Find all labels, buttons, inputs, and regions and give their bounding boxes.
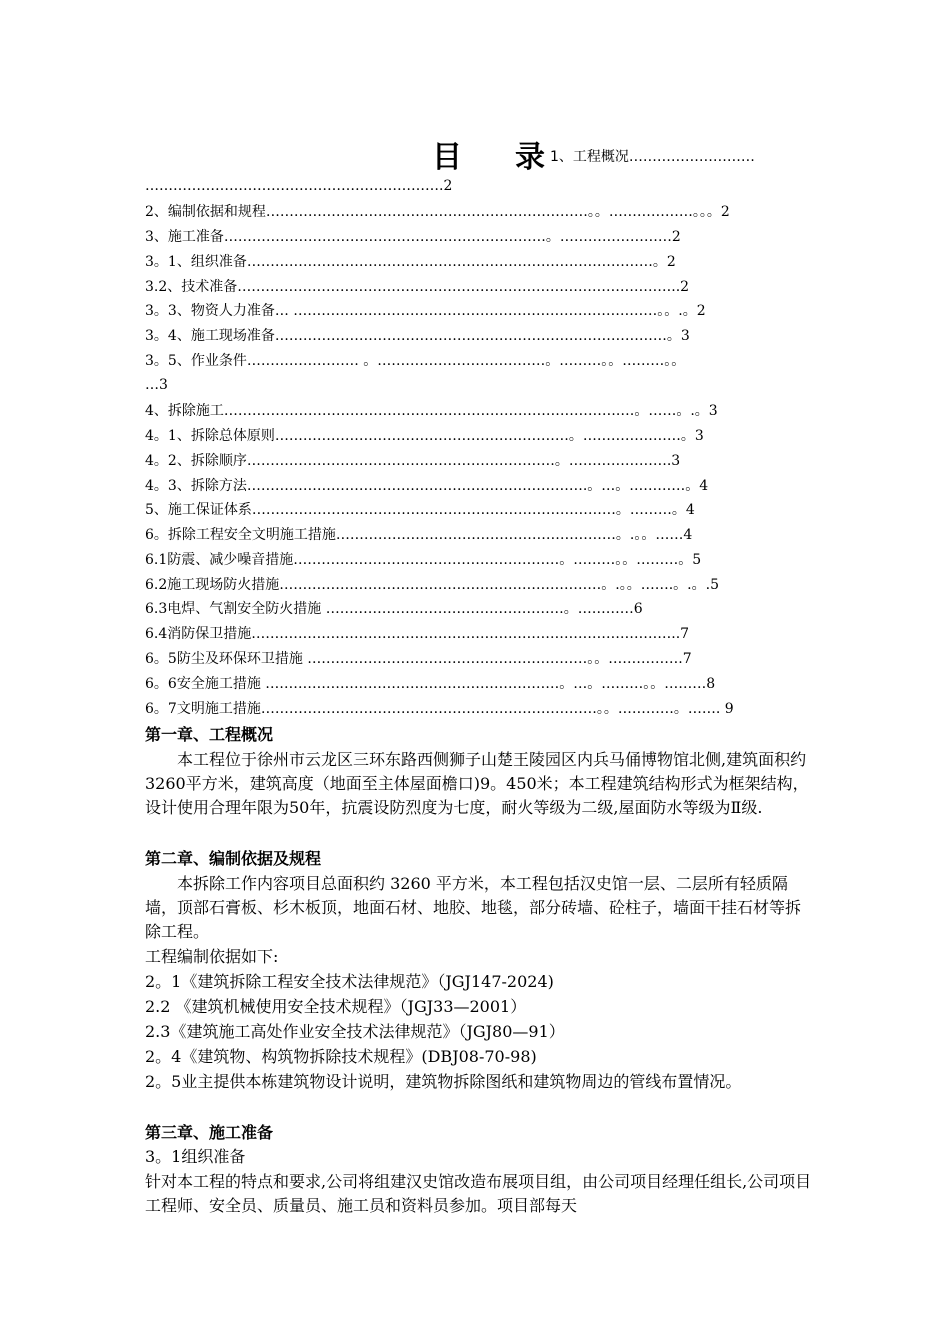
toc-line: 6。6安全施工措施 ………………………………………………………。…。………。。………8: [145, 676, 716, 692]
toc-line: 6。5防尘及环保环卫措施 ……………………………………………………。。…………….7: [145, 651, 692, 667]
toc-line: 4、拆除施工………………………………………………………………………….…。……。.。3: [145, 403, 718, 419]
toc-line: 3、施工准备……………………………………………………………。……………………2: [145, 229, 681, 245]
toc-line: 6.2施工现场防火措施……………………………………………………………。.。。…….。.。.5: [145, 577, 719, 593]
toc-line: 3。1、组织准备……………………………………………………………………………。2: [145, 254, 676, 270]
chapter1-paragraph: 本工程位于徐州市云龙区三环东路西侧狮子山楚王陵园区内兵马俑博物馆北侧,建筑面积约3260平方米，建筑高度（地面至主体屋面檐口)9。450米；本工程建筑结构形式为框架结构，设计使用合理年限为50年，抗震设防烈度为七度，耐火等级为二级,屋面防水等级为Ⅱ级.: [145, 750, 809, 817]
toc-line: 3。5、作业条件…………………… 。………………………………。………。。………。。: [145, 353, 686, 369]
toc-line: 5、施工保证体系……………………………………………………………………。………。4: [145, 502, 695, 518]
toc-title-char-2: 录: [515, 140, 545, 175]
toc-line: 4。1、拆除总体原则………………………………………………………。…………………。3: [145, 428, 704, 444]
basis-item: 2。1《建筑拆除工程安全技术法律规范》（JGJ147-2024): [145, 972, 554, 991]
toc-line: 6。拆除工程安全文明施工措施……………………………………………………。.。。……4: [145, 527, 693, 543]
toc-line: 3。4、施工现场准备…………………………………………………………………………。3: [145, 328, 690, 344]
chapter3-heading: 第三章、施工准备: [145, 1123, 274, 1142]
chapter2-paragraph: 本拆除工作内容项目总面积约 3260 平方米，本工程包括汉史馆一层、二层所有轻质隔墙，顶部石膏板、杉木板顶，地面石材、地胶、地毯，部分砖墙、砼柱子，墙面干挂石材等拆除工程。: [145, 874, 802, 941]
chapter3-paragraph: 针对本工程的特点和要求,公司将组建汉史馆改造布展项目组，由公司项目经理任组长,公司项目工程师、安全员、质量员、施工员和资料员参加。项目部每天: [145, 1172, 812, 1215]
chapter2-heading: 第二章、编制依据及规程: [145, 849, 322, 868]
basis-item: 2.2 《建筑机械使用安全技术规程》（JGJ33—2001）: [145, 997, 527, 1016]
toc-line: 6.4消防保卫措施………………………………………………………………………………..7: [145, 626, 690, 642]
basis-item: 2.3《建筑施工高处作业安全技术法律规范》（JGJ80—91）: [145, 1022, 565, 1041]
toc-entry-1: 1、工程概况………………………: [550, 149, 755, 165]
toc-line: ……………………………………………………….2: [145, 178, 453, 194]
toc-line: 6.3电焊、气割安全防火措施 ……………………………………………。…………6: [145, 601, 643, 617]
chapter3-subheading: 3。1组织准备: [145, 1147, 246, 1166]
toc-line: 3.2、技术准备…………………………………………………………………………………..2: [145, 279, 690, 295]
toc-line: 4。3、拆除方法……………………………………………………………….。…。…………。4: [145, 478, 709, 494]
toc-line: 2、编制依据和规程……………………………………………………………。。………………。。。2: [145, 204, 730, 220]
toc-line: …3: [145, 377, 168, 393]
toc-line: 6。7文明施工措施………………………………………………………………。。…………。……. 9: [145, 701, 734, 717]
toc-line: 6.1防震、减少噪音措施…………………………………………………。………。。………。5: [145, 552, 702, 568]
toc-title: [145, 132, 825, 175]
toc-line: 4。2、拆除顺序…………………………………………………………。………………….3: [145, 453, 681, 469]
basis-item-5: 2。5业主提供本栋建筑物设计说明，建筑物拆除图纸和建筑物周边的管线布置情况。: [145, 1072, 742, 1091]
basis-intro: 工程编制依据如下:: [145, 947, 279, 966]
toc-title-char-1: 目: [432, 140, 462, 175]
chapter1-heading: 第一章、工程概况: [145, 725, 274, 744]
toc-line: 3。3、物资人力准备… ……………………………………………………………………。。.。2: [145, 303, 706, 319]
basis-item: 2。4《建筑物、构筑物拆除技术规程》(DBJ08-70-98): [145, 1047, 537, 1066]
